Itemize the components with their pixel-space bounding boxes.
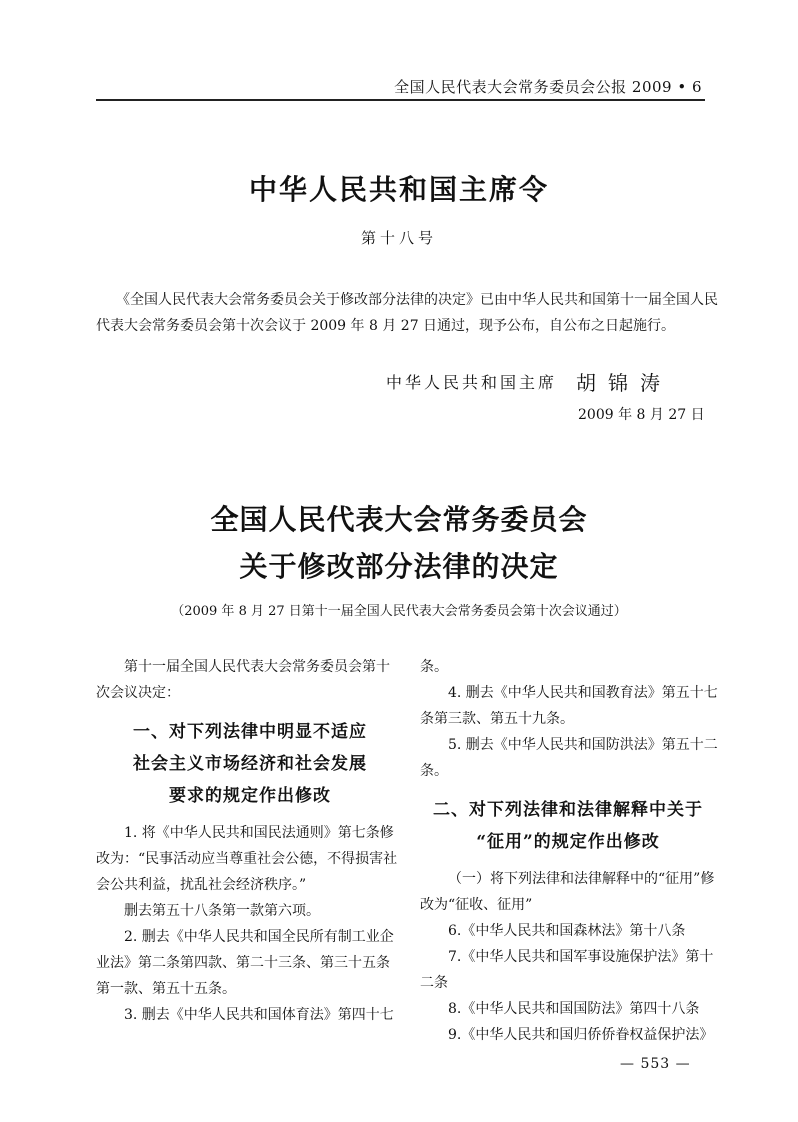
page-number: — 553 — bbox=[620, 1056, 691, 1072]
item-3-cont-line: 条。 bbox=[420, 659, 448, 675]
law-6-line: 6.《中华人民共和国森林法》第十八条 bbox=[448, 923, 686, 939]
running-header: 全国人民代表大会常务委员会公报 2009 • 6 bbox=[394, 78, 702, 96]
item-3-line: 3. 删去《中华人民共和国体育法》第四十七 bbox=[124, 1007, 394, 1023]
item-4-line: 4. 删去《中华人民共和国教育法》第五十七 bbox=[448, 685, 718, 701]
item-5-line: 条。 bbox=[420, 763, 448, 779]
law-7-line: 二条 bbox=[420, 975, 448, 991]
left-column bbox=[96, 654, 404, 1028]
item-2-line: 业法》第二条第四款、第二十三条、第三十五条 bbox=[96, 955, 390, 971]
decision-title: 关于修改部分法律的决定 bbox=[239, 550, 559, 583]
item-1-line: 1. 将《中华人民共和国民法通则》第七条修 bbox=[124, 825, 394, 841]
order-title: 中华人民共和国主席令 bbox=[248, 173, 549, 206]
order-body-line: 代表大会常务委员会第十次会议于 2009 年 8 月 27 日通过，现予公布，自公布之日起施行。 bbox=[96, 318, 676, 334]
section-heading-1: 要求的规定作出修改 bbox=[169, 786, 331, 806]
signer-title: 中华人民共和国主席 bbox=[386, 373, 558, 392]
item-2-line: 第一款、第五十五条。 bbox=[96, 981, 236, 997]
right-column bbox=[420, 654, 716, 1048]
law-7-line: 7.《中华人民共和国军事设施保护法》第十 bbox=[448, 949, 714, 965]
item-4-line: 条第三款、第五十九条。 bbox=[420, 711, 574, 727]
section-heading-2: 二、对下列法律和法律解释中关于 bbox=[433, 800, 703, 820]
intro-line: 次会议决定： bbox=[96, 685, 180, 701]
header-rule bbox=[96, 99, 705, 101]
section-heading-2: “征用”的规定作出修改 bbox=[476, 832, 660, 852]
item-1-line: 改为：“民事活动应当尊重社会公德，不得损害社 bbox=[96, 851, 398, 867]
subsection-1-line: （一）将下列法律和法律解释中的“征用”修 bbox=[448, 871, 715, 887]
law-9-line: 9.《中华人民共和国归侨侨眷权益保护法》 bbox=[448, 1027, 714, 1043]
decision-subtitle: （2009 年 8 月 27 日第十一届全国人民代表大会常务委员会第十次会议通过） bbox=[171, 604, 627, 619]
order-body-line: 《全国人民代表大会常务委员会关于修改部分法律的决定》已由中华人民共和国第十一届全国人民 bbox=[116, 292, 718, 308]
section-heading-1: 一、对下列法律中明显不适应 bbox=[133, 722, 367, 742]
subsection-1-line: 改为“征收、征用” bbox=[420, 897, 533, 913]
decision-title: 全国人民代表大会常务委员会 bbox=[210, 503, 588, 536]
intro-line: 第十一届全国人民代表大会常务委员会第十 bbox=[124, 659, 390, 675]
item-1-line: 会公共利益，扰乱社会经济秩序。” bbox=[96, 877, 307, 893]
item-5-line: 5. 删去《中华人民共和国防洪法》第五十二 bbox=[448, 737, 718, 753]
order-number: 第十八号 bbox=[360, 229, 437, 247]
signer-name: 胡锦涛 bbox=[576, 371, 672, 395]
order-date: 2009 年 8 月 27 日 bbox=[578, 407, 705, 423]
item-2-line: 2. 删去《中华人民共和国全民所有制工业企 bbox=[124, 929, 394, 945]
law-8-line: 8.《中华人民共和国国防法》第四十八条 bbox=[448, 1001, 700, 1017]
section-heading-1: 社会主义市场经济和社会发展 bbox=[133, 754, 367, 774]
item-1b-line: 删去第五十八条第一款第六项。 bbox=[124, 903, 320, 919]
